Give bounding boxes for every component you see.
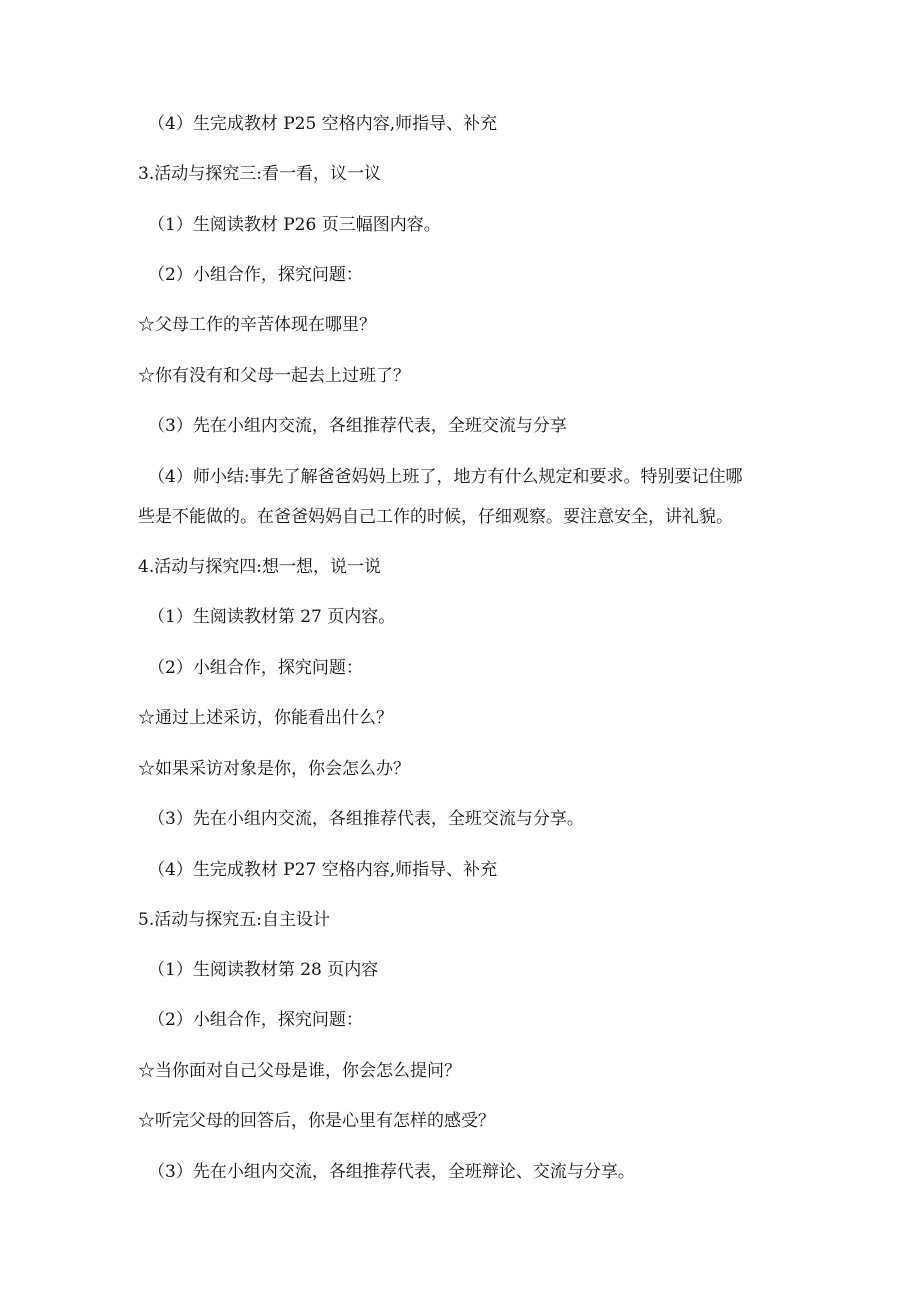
question-item: ☆你有没有和父母一起去上过班了？ xyxy=(138,366,410,386)
text-line: （4）生完成教材 P27 空格内容,师指导、补充 xyxy=(148,860,498,880)
question-item: ☆当你面对自己父母是谁，你会怎么提问？ xyxy=(138,1061,461,1081)
text-line: （3）先在小组内交流，各组推荐代表，全班交流与分享 xyxy=(148,416,567,436)
text-line: （1）生阅读教材 P26 页三幅图内容。 xyxy=(148,215,441,235)
text-line: （2）小组合作，探究问题： xyxy=(148,1010,363,1030)
text-line: （4）师小结:事先了解爸爸妈妈上班了，地方有什么规定和要求。特别要记住哪 xyxy=(148,467,743,487)
section-heading: 5.活动与探究五:自主设计 xyxy=(138,910,330,930)
question-item: ☆父母工作的辛苦体现在哪里？ xyxy=(138,315,376,335)
text-line: （3）先在小组内交流，各组推荐代表，全班交流与分享。 xyxy=(148,809,584,829)
question-item: ☆如果采访对象是你，你会怎么办？ xyxy=(138,759,410,779)
text-line: （2）小组合作，探究问题： xyxy=(148,658,363,678)
question-item: ☆听完父母的回答后，你是心里有怎样的感受？ xyxy=(138,1111,495,1131)
text-line: （4）生完成教材 P25 空格内容,师指导、补充 xyxy=(148,114,498,134)
section-heading: 4.活动与探究四:想一想，说一说 xyxy=(138,557,381,577)
text-line: （1）生阅读教材第 28 页内容 xyxy=(148,960,379,980)
text-line: （1）生阅读教材第 27 页内容。 xyxy=(148,607,396,627)
text-line: （2）小组合作，探究问题： xyxy=(148,265,363,285)
text-line: （3）先在小组内交流，各组推荐代表，全班辩论、交流与分享。 xyxy=(148,1162,635,1182)
section-heading: 3.活动与探究三:看一看，议一议 xyxy=(138,164,381,184)
question-item: ☆通过上述采访，你能看出什么？ xyxy=(138,708,393,728)
text-line-continuation: 些是不能做的。在爸爸妈妈自己工作的时候，仔细观察。要注意安全，讲礼貌。 xyxy=(138,507,733,527)
